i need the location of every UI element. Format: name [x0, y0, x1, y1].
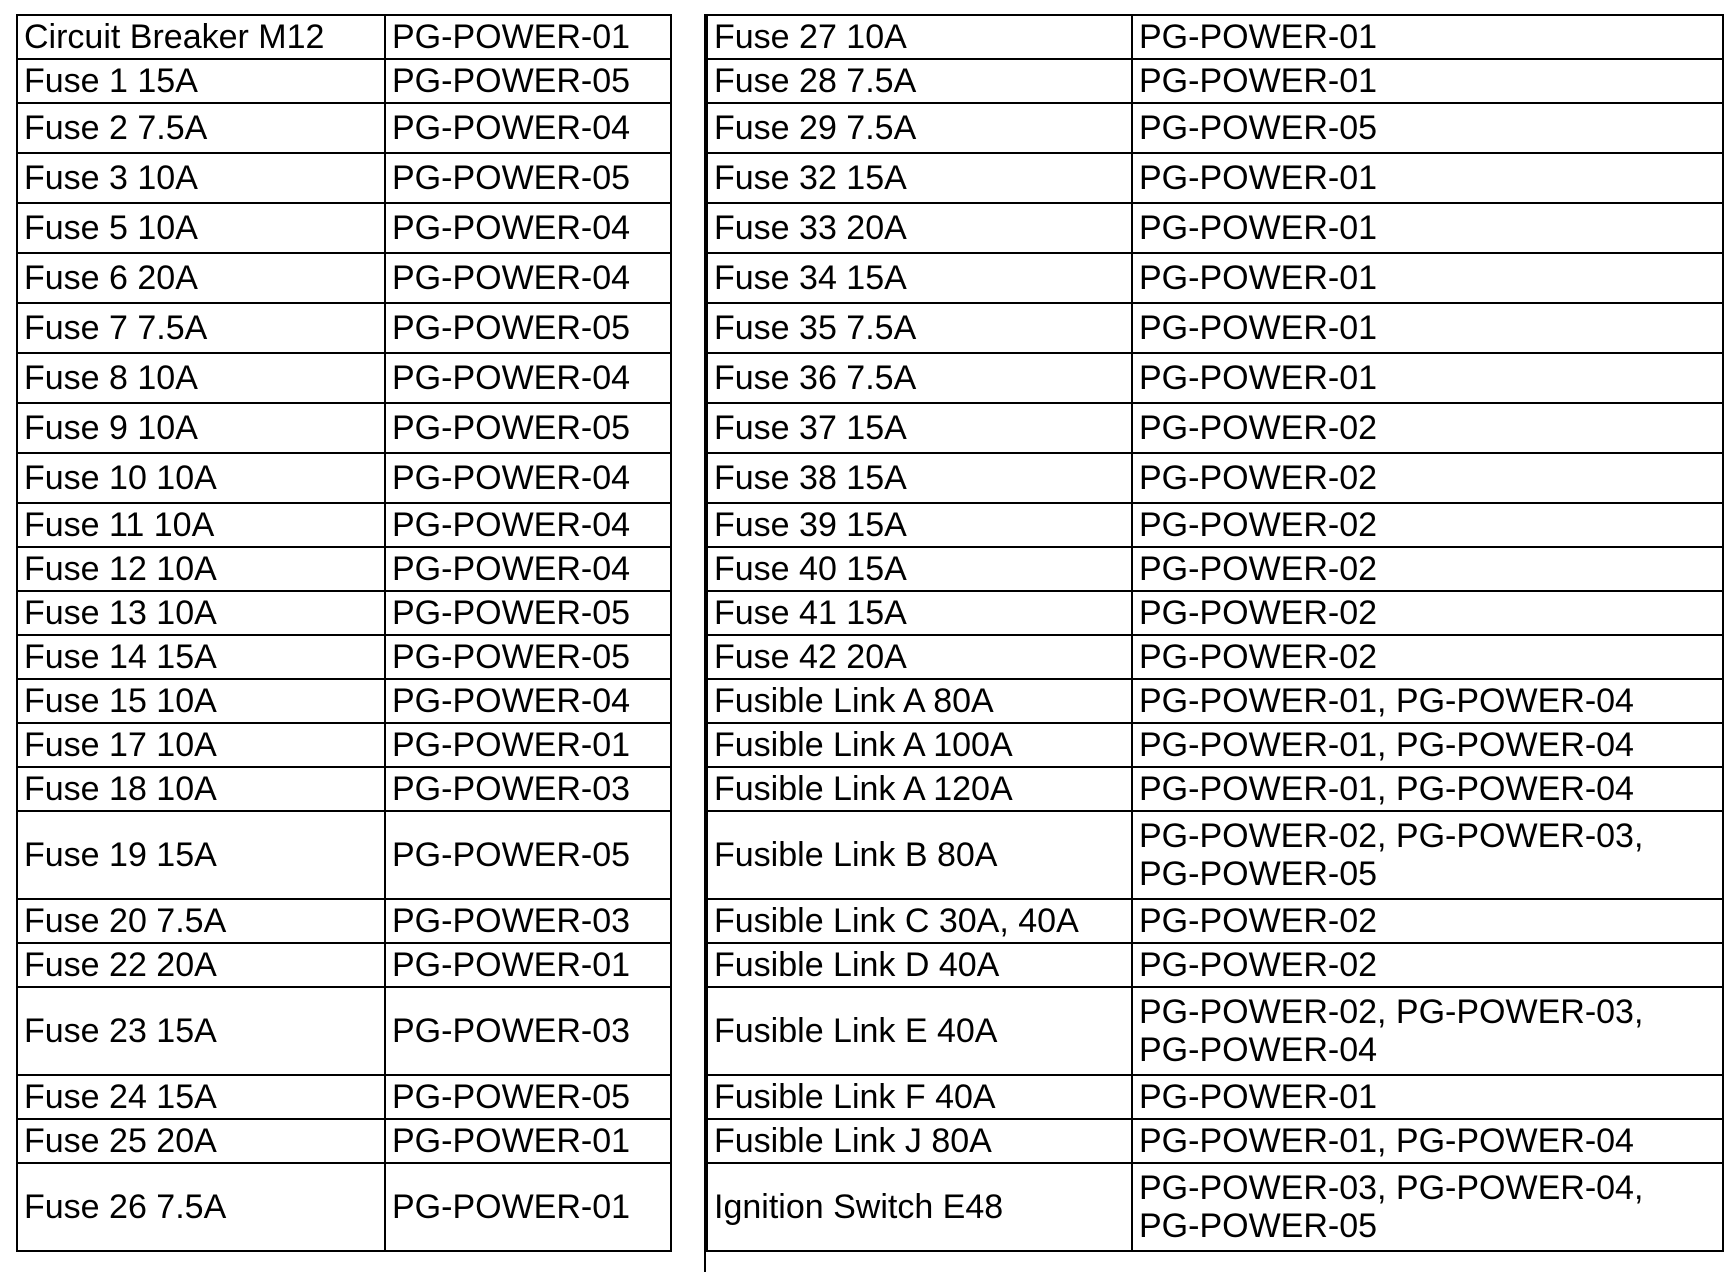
table-row — [17, 591, 671, 635]
reference-label-continued: PG-POWER-04 — [1139, 1031, 1378, 1069]
table-row — [707, 403, 1723, 453]
component-cell — [707, 723, 1132, 767]
reference-label: PG-POWER-05 — [392, 309, 631, 347]
reference-label: PG-POWER-03 — [392, 770, 631, 808]
table-row — [707, 723, 1723, 767]
reference-label: PG-POWER-01 — [392, 726, 631, 764]
component-label: Fusible Link A 80A — [714, 682, 994, 720]
table-row — [707, 811, 1723, 899]
component-cell — [17, 353, 385, 403]
reference-cell — [385, 811, 671, 899]
table-row — [17, 767, 671, 811]
reference-label: PG-POWER-04 — [392, 359, 631, 397]
table-row — [707, 547, 1723, 591]
component-cell — [707, 503, 1132, 547]
reference-label: PG-POWER-02 — [1139, 594, 1378, 632]
component-label: Fuse 20 7.5A — [24, 902, 227, 940]
component-label: Fuse 6 20A — [24, 259, 198, 297]
component-cell — [707, 353, 1132, 403]
table-row — [17, 59, 671, 103]
component-label: Fuse 38 15A — [714, 459, 907, 497]
reference-label: PG-POWER-01 — [1139, 159, 1378, 197]
table-row — [707, 987, 1723, 1075]
reference-cell — [1132, 767, 1723, 811]
component-label: Fuse 2 7.5A — [24, 109, 208, 147]
reference-cell — [385, 635, 671, 679]
reference-label: PG-POWER-03 — [392, 902, 631, 940]
table-row — [17, 153, 671, 203]
component-label: Fusible Link B 80A — [714, 836, 998, 874]
component-cell — [707, 253, 1132, 303]
reference-label: PG-POWER-01, PG-POWER-04 — [1139, 726, 1634, 764]
table-row — [17, 253, 671, 303]
component-label: Fusible Link E 40A — [714, 1012, 998, 1050]
component-label: Fuse 15 10A — [24, 682, 217, 720]
component-cell — [17, 987, 385, 1075]
reference-cell — [1132, 103, 1723, 153]
component-label: Fuse 40 15A — [714, 550, 907, 588]
component-label: Fuse 27 10A — [714, 18, 907, 56]
component-cell — [17, 899, 385, 943]
component-label: Fuse 10 10A — [24, 459, 217, 497]
reference-label: PG-POWER-02 — [1139, 638, 1378, 676]
component-label: Fusible Link J 80A — [714, 1122, 992, 1160]
reference-label: PG-POWER-05 — [1139, 109, 1378, 147]
reference-label: PG-POWER-04 — [392, 682, 631, 720]
component-cell — [17, 1163, 385, 1251]
reference-label: PG-POWER-04 — [392, 459, 631, 497]
component-cell — [17, 203, 385, 253]
component-cell — [707, 635, 1132, 679]
reference-label: PG-POWER-01, PG-POWER-04 — [1139, 770, 1634, 808]
reference-cell — [1132, 15, 1723, 59]
component-cell — [707, 15, 1132, 59]
table-row — [707, 635, 1723, 679]
component-label: Ignition Switch E48 — [714, 1188, 1004, 1226]
reference-cell — [385, 679, 671, 723]
table-row — [17, 103, 671, 153]
table-row — [707, 453, 1723, 503]
reference-label: PG-POWER-04 — [392, 550, 631, 588]
table-row — [17, 15, 671, 59]
reference-cell — [1132, 547, 1723, 591]
component-cell — [17, 635, 385, 679]
component-cell — [707, 403, 1132, 453]
component-label: Fuse 41 15A — [714, 594, 907, 632]
reference-cell — [1132, 635, 1723, 679]
component-cell — [17, 723, 385, 767]
component-label: Fuse 35 7.5A — [714, 309, 917, 347]
table-row — [17, 723, 671, 767]
component-cell — [707, 103, 1132, 153]
component-label: Fuse 11 10A — [24, 506, 215, 544]
table-row — [707, 253, 1723, 303]
reference-label: PG-POWER-02 — [1139, 506, 1378, 544]
reference-label: PG-POWER-01 — [392, 18, 631, 56]
component-cell — [707, 987, 1132, 1075]
reference-label: PG-POWER-03, PG-POWER-04, — [1139, 1169, 1644, 1207]
reference-cell — [1132, 203, 1723, 253]
reference-label: PG-POWER-02 — [1139, 946, 1378, 984]
component-label: Fuse 3 10A — [24, 159, 198, 197]
component-cell — [707, 679, 1132, 723]
reference-cell — [1132, 1163, 1723, 1251]
reference-cell — [1132, 723, 1723, 767]
reference-label: PG-POWER-01 — [1139, 62, 1378, 100]
reference-cell — [385, 403, 671, 453]
component-cell — [707, 303, 1132, 353]
fuse-table-right — [706, 14, 1724, 1252]
component-cell — [17, 679, 385, 723]
table-row — [17, 679, 671, 723]
table-row — [17, 1163, 671, 1251]
component-cell — [707, 547, 1132, 591]
reference-label: PG-POWER-03 — [392, 1012, 631, 1050]
component-label: Fuse 34 15A — [714, 259, 907, 297]
component-label: Fuse 24 15A — [24, 1078, 217, 1116]
reference-label: PG-POWER-05 — [392, 1078, 631, 1116]
reference-cell — [1132, 453, 1723, 503]
reference-label: PG-POWER-05 — [392, 836, 631, 874]
reference-label: PG-POWER-04 — [392, 109, 631, 147]
reference-cell — [385, 547, 671, 591]
component-cell — [17, 811, 385, 899]
reference-cell — [385, 899, 671, 943]
component-label: Fuse 32 15A — [714, 159, 907, 197]
reference-cell — [385, 203, 671, 253]
reference-cell — [385, 103, 671, 153]
reference-label-continued: PG-POWER-05 — [1139, 855, 1378, 893]
table-row — [707, 203, 1723, 253]
component-cell — [17, 403, 385, 453]
reference-cell — [385, 1075, 671, 1119]
component-label: Fuse 19 15A — [24, 836, 217, 874]
component-cell — [707, 591, 1132, 635]
reference-cell — [385, 15, 671, 59]
reference-label: PG-POWER-02 — [1139, 409, 1378, 447]
reference-cell — [385, 253, 671, 303]
table-row — [17, 899, 671, 943]
table-row — [707, 943, 1723, 987]
reference-cell — [385, 1163, 671, 1251]
table-row — [707, 1119, 1723, 1163]
component-label: Fusible Link A 120A — [714, 770, 1013, 808]
component-label: Fuse 33 20A — [714, 209, 907, 247]
component-cell — [707, 899, 1132, 943]
table-row — [707, 15, 1723, 59]
component-cell — [17, 103, 385, 153]
fuse-table-left — [16, 14, 672, 1252]
component-cell — [707, 1163, 1132, 1251]
component-label: Fuse 22 20A — [24, 946, 217, 984]
reference-cell — [385, 153, 671, 203]
component-cell — [17, 253, 385, 303]
reference-label: PG-POWER-01, PG-POWER-04 — [1139, 1122, 1634, 1160]
reference-cell — [385, 303, 671, 353]
reference-cell — [385, 353, 671, 403]
component-cell — [707, 943, 1132, 987]
table-row — [707, 679, 1723, 723]
column-divider — [670, 14, 706, 1272]
component-label: Fuse 28 7.5A — [714, 62, 917, 100]
component-cell — [707, 1075, 1132, 1119]
reference-label: PG-POWER-04 — [392, 259, 631, 297]
component-label: Fusible Link F 40A — [714, 1078, 996, 1116]
table-row — [17, 987, 671, 1075]
component-cell — [707, 1119, 1132, 1163]
reference-label: PG-POWER-01, PG-POWER-04 — [1139, 682, 1634, 720]
reference-label: PG-POWER-02, PG-POWER-03, — [1139, 817, 1644, 855]
component-label: Fuse 14 15A — [24, 638, 217, 676]
component-cell — [17, 59, 385, 103]
component-label: Fuse 37 15A — [714, 409, 907, 447]
reference-label: PG-POWER-01 — [1139, 309, 1378, 347]
component-cell — [17, 591, 385, 635]
component-cell — [17, 303, 385, 353]
component-label: Fuse 17 10A — [24, 726, 217, 764]
reference-label: PG-POWER-01 — [392, 946, 631, 984]
component-cell — [17, 1075, 385, 1119]
reference-label: PG-POWER-04 — [392, 506, 631, 544]
component-cell — [707, 453, 1132, 503]
reference-label: PG-POWER-02, PG-POWER-03, — [1139, 993, 1644, 1031]
component-label: Fuse 1 15A — [24, 62, 198, 100]
reference-cell — [385, 767, 671, 811]
table-row — [707, 1075, 1723, 1119]
reference-label: PG-POWER-01 — [1139, 1078, 1378, 1116]
component-label: Fuse 9 10A — [24, 409, 198, 447]
reference-label: PG-POWER-01 — [1139, 18, 1378, 56]
table-row — [707, 59, 1723, 103]
reference-cell — [385, 723, 671, 767]
component-label: Circuit Breaker M12 — [24, 18, 325, 56]
table-row — [707, 303, 1723, 353]
component-cell — [17, 153, 385, 203]
reference-cell — [1132, 987, 1723, 1075]
reference-cell — [1132, 153, 1723, 203]
component-cell — [707, 59, 1132, 103]
component-label: Fuse 29 7.5A — [714, 109, 917, 147]
reference-cell — [1132, 1075, 1723, 1119]
component-label: Fuse 23 15A — [24, 1012, 217, 1050]
table-row — [707, 591, 1723, 635]
reference-cell — [1132, 59, 1723, 103]
table-row — [707, 1163, 1723, 1251]
component-label: Fuse 39 15A — [714, 506, 907, 544]
reference-cell — [385, 59, 671, 103]
component-label: Fuse 7 7.5A — [24, 309, 208, 347]
reference-cell — [385, 987, 671, 1075]
reference-cell — [1132, 503, 1723, 547]
reference-cell — [385, 503, 671, 547]
reference-cell — [385, 591, 671, 635]
table-row — [707, 767, 1723, 811]
reference-label: PG-POWER-05 — [392, 594, 631, 632]
table-row — [17, 1119, 671, 1163]
table-row — [707, 503, 1723, 547]
reference-cell — [1132, 353, 1723, 403]
reference-label: PG-POWER-01 — [1139, 359, 1378, 397]
reference-label: PG-POWER-01 — [392, 1122, 631, 1160]
reference-cell — [385, 1119, 671, 1163]
component-label: Fuse 5 10A — [24, 209, 198, 247]
table-row — [17, 503, 671, 547]
component-label: Fuse 25 20A — [24, 1122, 217, 1160]
component-cell — [17, 943, 385, 987]
reference-label: PG-POWER-01 — [1139, 259, 1378, 297]
table-row — [17, 943, 671, 987]
table-row — [707, 353, 1723, 403]
reference-label: PG-POWER-02 — [1139, 550, 1378, 588]
reference-label: PG-POWER-05 — [392, 159, 631, 197]
reference-label: PG-POWER-05 — [392, 638, 631, 676]
reference-cell — [1132, 591, 1723, 635]
reference-cell — [1132, 811, 1723, 899]
reference-cell — [1132, 253, 1723, 303]
component-cell — [17, 767, 385, 811]
table-row — [707, 103, 1723, 153]
component-cell — [707, 203, 1132, 253]
reference-label: PG-POWER-05 — [392, 409, 631, 447]
reference-cell — [1132, 899, 1723, 943]
table-row — [17, 303, 671, 353]
reference-label: PG-POWER-02 — [1139, 902, 1378, 940]
component-cell — [17, 547, 385, 591]
reference-label: PG-POWER-04 — [392, 209, 631, 247]
component-label: Fuse 42 20A — [714, 638, 907, 676]
component-cell — [17, 1119, 385, 1163]
component-cell — [707, 767, 1132, 811]
reference-cell — [385, 943, 671, 987]
reference-cell — [1132, 943, 1723, 987]
component-label: Fuse 12 10A — [24, 550, 217, 588]
component-cell — [17, 503, 385, 547]
table-row — [707, 153, 1723, 203]
component-cell — [707, 811, 1132, 899]
table-row — [707, 899, 1723, 943]
reference-label-continued: PG-POWER-05 — [1139, 1207, 1378, 1245]
reference-cell — [1132, 679, 1723, 723]
table-row — [17, 635, 671, 679]
reference-cell — [1132, 403, 1723, 453]
component-label: Fuse 36 7.5A — [714, 359, 917, 397]
component-label: Fuse 26 7.5A — [24, 1188, 227, 1226]
reference-label: PG-POWER-02 — [1139, 459, 1378, 497]
reference-label: PG-POWER-01 — [1139, 209, 1378, 247]
table-row — [17, 403, 671, 453]
component-label: Fusible Link A 100A — [714, 726, 1013, 764]
table-row — [17, 203, 671, 253]
component-cell — [17, 15, 385, 59]
component-cell — [17, 453, 385, 503]
component-label: Fuse 18 10A — [24, 770, 217, 808]
component-label: Fuse 13 10A — [24, 594, 217, 632]
table-row — [17, 547, 671, 591]
component-label: Fuse 8 10A — [24, 359, 198, 397]
component-cell — [707, 153, 1132, 203]
table-row — [17, 453, 671, 503]
component-label: Fusible Link D 40A — [714, 946, 1000, 984]
table-row — [17, 811, 671, 899]
reference-cell — [385, 453, 671, 503]
reference-label: PG-POWER-05 — [392, 62, 631, 100]
reference-cell — [1132, 303, 1723, 353]
component-label: Fusible Link C 30A, 40A — [714, 902, 1079, 940]
reference-label: PG-POWER-01 — [392, 1188, 631, 1226]
reference-cell — [1132, 1119, 1723, 1163]
table-row — [17, 353, 671, 403]
table-row — [17, 1075, 671, 1119]
